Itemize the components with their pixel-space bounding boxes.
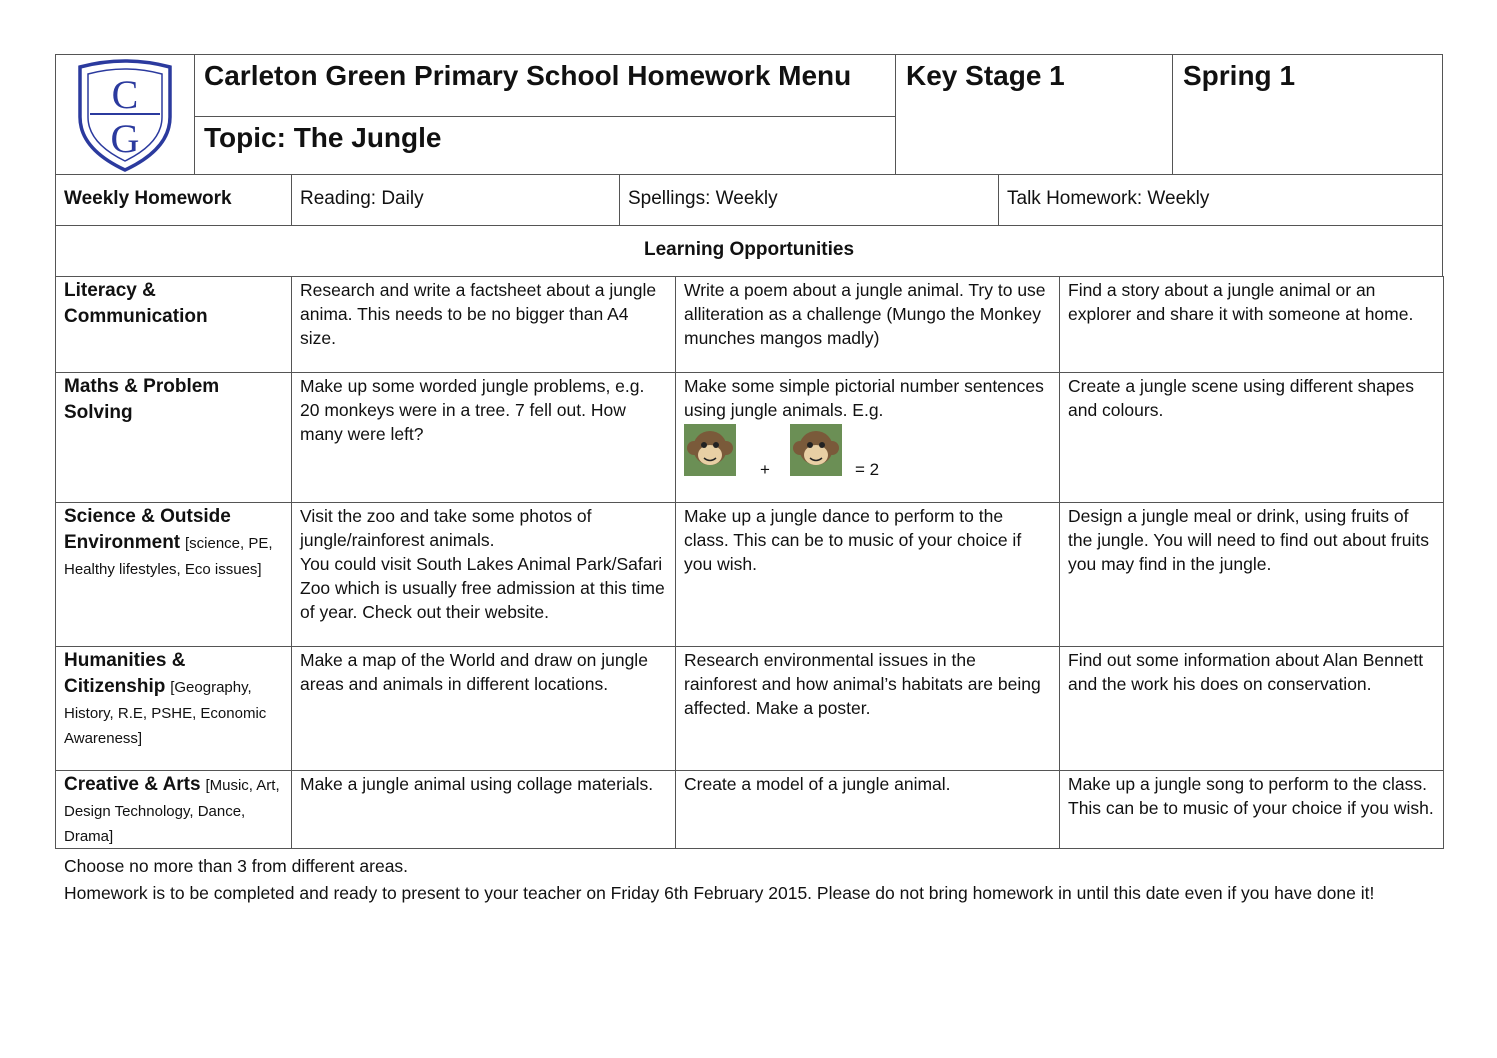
category-cell bbox=[56, 277, 292, 373]
topic-cell bbox=[194, 117, 896, 174]
monkey-icon bbox=[684, 424, 736, 476]
learning-opportunities-heading: Learning Opportunities bbox=[55, 225, 1443, 276]
category-label: Humanities & Citizenship bbox=[64, 650, 186, 697]
table-row bbox=[56, 277, 1444, 373]
pictorial-equation bbox=[684, 424, 1051, 480]
category-cell bbox=[56, 373, 292, 503]
category-cell bbox=[56, 503, 292, 647]
category-subjects: [Geography, History, R.E, PSHE, Economic Awareness] bbox=[64, 679, 267, 747]
task-cell: Make up a jungle dance to perform to the class. This can be to music of your choice if you wish. bbox=[676, 503, 1060, 647]
category-label: Maths & Problem Solving bbox=[64, 376, 220, 423]
task-text: Make some simple pictorial number sentences using jungle animals. E.g. bbox=[684, 376, 1044, 420]
footer-instruction: Choose no more than 3 from different areas. bbox=[64, 856, 409, 876]
logo-letter-g: G bbox=[110, 116, 140, 161]
footer-deadline: Homework is to be completed and ready to present to your teacher on Friday 6th February 2015. Please do not bring homework in until this date even if you have done it! bbox=[64, 883, 1375, 903]
topic-title: Topic: The Jungle bbox=[204, 122, 442, 153]
task-cell: Find out some information about Alan Bennett and the work his does on conservation. bbox=[1060, 647, 1444, 771]
weekly-reading: Reading: Daily bbox=[292, 175, 620, 225]
task-cell: Make a jungle animal using collage materials. bbox=[292, 771, 676, 849]
table-row bbox=[56, 373, 1444, 503]
equals-two: = 2 bbox=[855, 460, 880, 479]
task-cell: Make up a jungle song to perform to the class. This can be to music of your choice if you wish. bbox=[1060, 771, 1444, 849]
task-cell: Design a jungle meal or drink, using fruits of the jungle. You will need to find out about fruits you may find in the jungle. bbox=[1060, 503, 1444, 647]
category-label: Creative & Arts bbox=[64, 774, 201, 795]
task-cell: Research environmental issues in the rainforest and how animal’s habitats are being affected. Make a poster. bbox=[676, 647, 1060, 771]
term-cell bbox=[1173, 55, 1443, 174]
category-subjects: [science, PE, Healthy lifestyles, Eco issues] bbox=[64, 535, 273, 578]
homework-menu bbox=[55, 54, 1443, 907]
key-stage: Key Stage 1 bbox=[906, 60, 1065, 91]
task-cell: Find a story about a jungle animal or an explorer and share it with someone at home. bbox=[1060, 277, 1444, 373]
task-cell bbox=[676, 373, 1060, 503]
task-cell: Write a poem about a jungle animal. Try to use alliteration as a challenge (Mungo the Monkey munches mangos madly) bbox=[676, 277, 1060, 373]
task-cell bbox=[292, 503, 676, 647]
school-logo-cell bbox=[56, 55, 195, 174]
footer-notes bbox=[55, 853, 1443, 907]
category-cell bbox=[56, 771, 292, 849]
weekly-spellings: Spellings: Weekly bbox=[620, 175, 999, 225]
task-cell: Create a jungle scene using different shapes and colours. bbox=[1060, 373, 1444, 503]
term: Spring 1 bbox=[1183, 60, 1296, 91]
task-cell: Research and write a factsheet about a jungle anima. This needs to be no bigger than A4 size. bbox=[292, 277, 676, 373]
monkey-icon bbox=[790, 424, 842, 476]
key-stage-cell bbox=[896, 55, 1173, 174]
category-label: Science & Outside Environment bbox=[64, 506, 231, 553]
table-row bbox=[56, 647, 1444, 771]
category-subjects: [Music, Art, Design Technology, Dance, Drama] bbox=[64, 777, 280, 845]
table-row bbox=[56, 503, 1444, 647]
category-cell bbox=[56, 647, 292, 771]
school-crest-icon bbox=[76, 57, 174, 173]
weekly-homework-row bbox=[55, 174, 1443, 225]
weekly-talk: Talk Homework: Weekly bbox=[1007, 188, 1210, 209]
learning-table bbox=[55, 276, 1444, 849]
logo-letter-c: C bbox=[111, 72, 139, 117]
task-cell: Make a map of the World and draw on jungle areas and animals in different locations. bbox=[292, 647, 676, 771]
task-text: Visit the zoo and take some photos of jungle/rainforest animals. bbox=[300, 506, 592, 550]
header bbox=[55, 54, 1443, 174]
title-cell bbox=[194, 55, 896, 117]
task-text-extra: You could visit South Lakes Animal Park/Safari Zoo which is usually free admission at this time of year. Check out their website. bbox=[300, 554, 665, 622]
plus-sign: + bbox=[760, 460, 770, 479]
table-row bbox=[56, 771, 1444, 849]
weekly-label: Weekly Homework bbox=[56, 175, 292, 225]
task-cell: Make up some worded jungle problems, e.g. 20 monkeys were in a tree. 7 fell out. How many were left? bbox=[292, 373, 676, 503]
category-label: Literacy & Communication bbox=[64, 280, 208, 327]
task-cell: Create a model of a jungle animal. bbox=[676, 771, 1060, 849]
page-title: Carleton Green Primary School Homework Menu bbox=[204, 60, 852, 91]
